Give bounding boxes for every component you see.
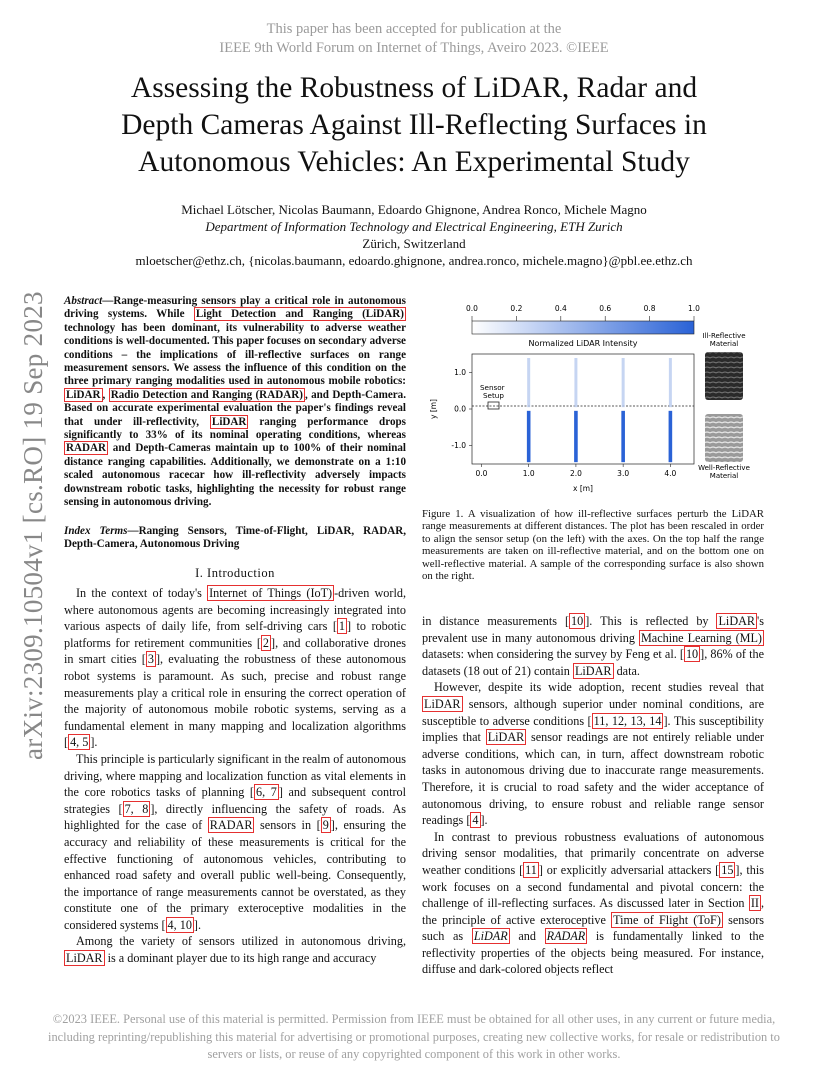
plot-axes <box>429 354 694 493</box>
acronym-link-tof[interactable]: Time of Flight (ToF) <box>613 912 721 927</box>
x-tick-label: 0.0 <box>475 469 488 478</box>
text: sensors such as <box>422 912 764 944</box>
colorbar-tick-label: 1.0 <box>688 304 700 313</box>
text: In contrast to previous robustness evaluations of autonomous driving sensor modalities, that primarily concentrate on adverse weather conditions [ <box>422 829 764 877</box>
ill-reflective-label-2: Material <box>709 340 739 348</box>
notice-line-1: This paper has been accepted for publication at the <box>266 21 562 37</box>
plot-frame <box>472 354 694 464</box>
citation-link[interactable]: 11 <box>525 862 537 877</box>
text: ], and collaborative drones in smart cities [ <box>64 635 406 667</box>
acronym-link-lidar[interactable]: LiDAR <box>574 663 612 678</box>
citation-link[interactable]: 9 <box>322 818 329 833</box>
acronym-link-radar-full[interactable]: Radio Detection and Ranging (RADAR) <box>110 388 303 401</box>
citation-link[interactable]: 15 <box>721 862 734 877</box>
abstract-text-5: and Depth-Cameras maintain up to 100% of their nominal distance ranging capabilities. Additionally, we demonstrate on a 1:10 scaled autonomous racecar how ill-reflectivity adversely impacts downstream robotic tasks, highlighting the necessity for robust range sensing in autonomous driving. <box>64 442 406 509</box>
acronym-link-lidar[interactable]: LiDAR <box>66 388 101 401</box>
right-column-body <box>422 613 764 978</box>
colorbar-label: Normalized LiDAR Intensity <box>528 339 638 348</box>
x-tick-label: 4.0 <box>664 469 677 478</box>
title-line-1: Assessing the Robustness of LiDAR, Radar and <box>130 72 698 104</box>
acronym-link-lidar[interactable]: LiDAR <box>487 730 525 745</box>
text: ]. <box>193 917 202 932</box>
index-terms-text: —Ranging Sensors, Time-of-Flight, LiDAR, RADAR, Depth-Camera, Autonomous Driving <box>64 525 406 551</box>
text: 's prevalent use in many autonomous driving <box>422 614 764 645</box>
acronym-link-lidar[interactable]: LiDAR <box>473 929 508 944</box>
scan-well-reflective <box>669 411 673 462</box>
acronym-link-lidar-full[interactable]: Light Detection and Ranging (LiDAR) <box>195 308 404 321</box>
scan-ill-reflective <box>622 358 625 407</box>
figure-caption <box>422 508 764 582</box>
citation-link[interactable]: 1 <box>338 619 345 634</box>
citation-link[interactable]: 6, 7 <box>256 785 277 800</box>
text: ]. This susceptibility implies that <box>422 713 764 745</box>
text: In the context of today's <box>76 586 208 600</box>
text: ] to robotic platforms for retirement communities [ <box>64 619 406 650</box>
citation-link[interactable]: 3 <box>147 652 154 667</box>
paragraph <box>422 613 764 679</box>
text: ] or explicitly adversarial attackers [ <box>538 862 720 877</box>
section-link[interactable]: II <box>750 896 759 911</box>
x-tick-label: 1.0 <box>522 469 535 478</box>
acronym-link-ml[interactable]: Machine Learning (ML) <box>640 630 762 645</box>
arxiv-stamp: arXiv:2309.10504v1 [cs.RO] 19 Sep 2023 <box>18 291 48 760</box>
footer-line-2: including reprinting/republishing this material for advertising or promotional purposes, creating new collective works, for resale or redistribution to <box>48 1029 780 1044</box>
sensor-label-2: Setup <box>483 391 504 400</box>
ill-reflective-sample-image <box>705 352 743 400</box>
author-block <box>0 201 828 269</box>
footer-line-3: servers or lists, or reuse of any copyrighted component of this work in other works. <box>207 1047 621 1061</box>
abstract-sep: , <box>102 388 109 401</box>
paper-title <box>40 70 788 181</box>
material-samples <box>698 332 750 480</box>
well-reflective-label-2: Material <box>709 472 739 480</box>
x-tick-label: 2.0 <box>569 469 582 478</box>
text: sensors in [ <box>254 818 321 833</box>
citation-link[interactable]: 11, 12, 13, 14 <box>593 713 662 728</box>
index-terms-label: Index Terms <box>64 525 128 537</box>
section-heading: I. Introduction <box>195 566 275 580</box>
acronym-link-lidar[interactable]: LiDAR <box>424 696 461 711</box>
y-tick-label: 0.0 <box>454 404 466 414</box>
text: However, despite its wide adoption, recent studies reveal that <box>434 680 764 695</box>
figure-1 <box>422 296 786 501</box>
abstract-text-4: ranging performance drops significantly to 33% of its nominal operating conditions, whereas <box>64 415 406 442</box>
scan-ill-reflective <box>527 358 530 407</box>
abstract-text-3: , and Depth-Camera. Based on accurate experimental evaluation the paper's findings reveal that under ill-reflectivity, <box>64 388 406 428</box>
acronym-link-lidar[interactable]: LiDAR <box>718 614 756 628</box>
citation-link[interactable]: 4, 5 <box>70 735 89 750</box>
scan-well-reflective <box>574 411 578 462</box>
text: ], 86% of the datasets (18 out of 21) contain <box>422 647 764 678</box>
x-axis-label: x [m] <box>573 484 593 493</box>
acronym-link-radar[interactable]: RADAR <box>209 818 253 833</box>
citation-link[interactable]: 2 <box>262 635 270 650</box>
text: -driven world, where autonomous agents are becoming increasingly integrated into various aspects of daily life, from self-driving cars [ <box>64 586 406 634</box>
text: and <box>509 929 545 944</box>
acronym-link-lidar[interactable]: LiDAR <box>66 951 103 966</box>
text: , the principle of active exteroceptive <box>422 896 764 927</box>
paragraph <box>64 751 406 934</box>
text: data. <box>613 663 640 678</box>
paragraph <box>64 585 406 751</box>
author-emails: mloetscher@ethz.ch, {nicolas.baumann, edoardo.ghignone, andrea.ronco, michele.magno}@pbl.ee.ethz.ch <box>135 253 693 268</box>
author-city: Zürich, Switzerland <box>362 236 466 251</box>
figure-caption-text: Figure 1. A visualization of how ill-reflective surfaces perturb the LiDAR range measurements at different distances. The plot has been rescaled in order to align the sensor setup (on the left) with the axes. On the top half the range measurements are taken on ill-reflective material, and on the bottom one on well-reflective material. A sample of the corresponding surface is also shown on the right. <box>422 508 764 583</box>
colorbar-tick-label: 0.6 <box>599 304 612 313</box>
scan-ill-reflective <box>669 358 672 407</box>
text: datasets: when considering the survey by Feng et al. [ <box>422 647 684 662</box>
text: ], evaluating the robustness of these autonomous robot systems is paramount. As such, precise and robust range measurements play a critical role in ensuring the correct operation of the majority of autonomous mobile robotic systems, serving as a fundamental element in many mapping and localization algorithms [ <box>64 652 406 750</box>
abstract-text-2: technology has been dominant, its vulnerability to adverse weather conditions is well-documented. This paper focuses on secondary adverse conditions – the implications of ill-reflective surfaces on range measurement sensors. We assess the influence of this condition on the three primary ranging modalities used in autonomous mobile robotics: <box>64 321 406 388</box>
text: ]. <box>90 735 98 750</box>
acronym-link-radar[interactable]: RADAR <box>546 929 586 944</box>
well-reflective-sample-image <box>705 414 743 462</box>
colorbar-tick-label: 0.8 <box>643 304 656 313</box>
author-department: Department of Information Technology and Electrical Engineering, ETH Zurich <box>205 219 623 234</box>
copyright-footer <box>0 1011 828 1064</box>
text: in distance measurements [ <box>422 614 570 628</box>
y-axis-label: y [m] <box>429 399 438 419</box>
text: ] and subsequent control strategies [ <box>64 785 406 816</box>
y-tick-label: 1.0 <box>454 367 466 377</box>
sensor-label-1: Sensor <box>480 383 505 392</box>
citation-link[interactable]: 10 <box>685 647 699 662</box>
ill-reflective-label-1: Ill-Reflective <box>702 332 746 340</box>
text: This principle is particularly significant in the realm of autonomous driving, where mapping and localization function as vital elements in the core robotics tasks of planning [ <box>64 751 406 800</box>
paragraph <box>422 829 764 978</box>
notice-line-2: IEEE 9th World Forum on Internet of Things, Aveiro 2023. ©IEEE <box>219 40 609 56</box>
colorbar-tick-label: 0.2 <box>510 304 523 313</box>
colorbar-tick-label: 0.0 <box>466 304 478 313</box>
paragraph <box>64 933 406 966</box>
colorbar-gradient <box>472 321 694 334</box>
colorbar-tick-label: 0.4 <box>554 304 567 313</box>
scan-well-reflective <box>527 411 531 462</box>
paragraph <box>422 679 764 828</box>
well-reflective-label-1: Well-Reflective <box>698 464 750 472</box>
colorbar <box>466 304 700 348</box>
text: Among the variety of sensors utilized in autonomous driving, <box>76 934 406 949</box>
abstract-label: Abstract <box>64 295 103 307</box>
text: sensor readings are not entirely reliable under adverse conditions, which can, in turn, affect downstream robotic tasks in autonomous driving due to inaccurate range measurements. Therefore, it is crucial to road safety and the wider acceptance of autonomous driving, to ensure robust and reliable range sensor readings [ <box>422 730 764 828</box>
publication-notice <box>0 20 828 58</box>
citation-link[interactable]: 4 <box>472 813 479 828</box>
acronym-link-iot[interactable]: Internet of Things (IoT) <box>209 586 333 600</box>
text: ]. This is reflected by <box>585 614 717 628</box>
acronym-link-radar[interactable]: RADAR <box>66 442 107 455</box>
text: sensors, although superior under nominal conditions, are susceptible to adverse conditions [ <box>422 696 764 728</box>
scan-well-reflective <box>621 411 625 462</box>
x-tick-label: 3.0 <box>617 469 630 478</box>
figure-1-plot <box>422 296 786 501</box>
text: ]. <box>480 813 488 828</box>
citation-link[interactable]: 7, 8 <box>124 801 149 816</box>
title-line-2: Depth Cameras Against Ill-Reflecting Surfaces in <box>121 109 707 141</box>
text: ], ensuring the accuracy and reliability of these measurements is critical for the effective functioning of autonomous vehicles, contributing to enhanced road safety and overall public well-being. Consequently, the importance of range measurements cannot be overstated, as they constitute one of the primary exteroceptive modalities in the considered systems [ <box>64 818 406 932</box>
abstract <box>64 295 406 510</box>
author-names: Michael Lötscher, Nicolas Baumann, Edoardo Ghignone, Andrea Ronco, Michele Magno <box>181 202 647 217</box>
text: ], directly influencing the safety of roads. As highlighted for the case of <box>64 801 407 833</box>
abstract-text-1: —Range-measuring sensors play a critical role in autonomous driving systems. While <box>64 295 406 321</box>
left-column-body <box>64 585 406 967</box>
citation-link[interactable]: 10 <box>571 614 584 628</box>
acronym-link-lidar-2[interactable]: LiDAR <box>211 415 247 428</box>
index-terms <box>64 525 406 552</box>
scan-ill-reflective <box>574 358 577 407</box>
text: is fundamentally linked to the reflectivity properties of the objects being measured. For instance, diffuse and dark-colored objects reflect <box>422 929 764 977</box>
text: is a dominant player due to its high range and accuracy <box>104 951 377 966</box>
text: ], this work focuses on a second fundamental and pivotal concern: the challenge of ill-reflecting surfaces. As discussed later in Section <box>422 862 764 911</box>
citation-link[interactable]: 4, 10 <box>167 917 192 932</box>
title-line-3: Autonomous Vehicles: An Experimental Study <box>138 146 690 178</box>
footer-line-1: ©2023 IEEE. Personal use of this material is permitted. Permission from IEEE must be obtained for all other uses, in any current or future media, <box>52 1012 776 1026</box>
y-tick-label: -1.0 <box>451 441 466 451</box>
